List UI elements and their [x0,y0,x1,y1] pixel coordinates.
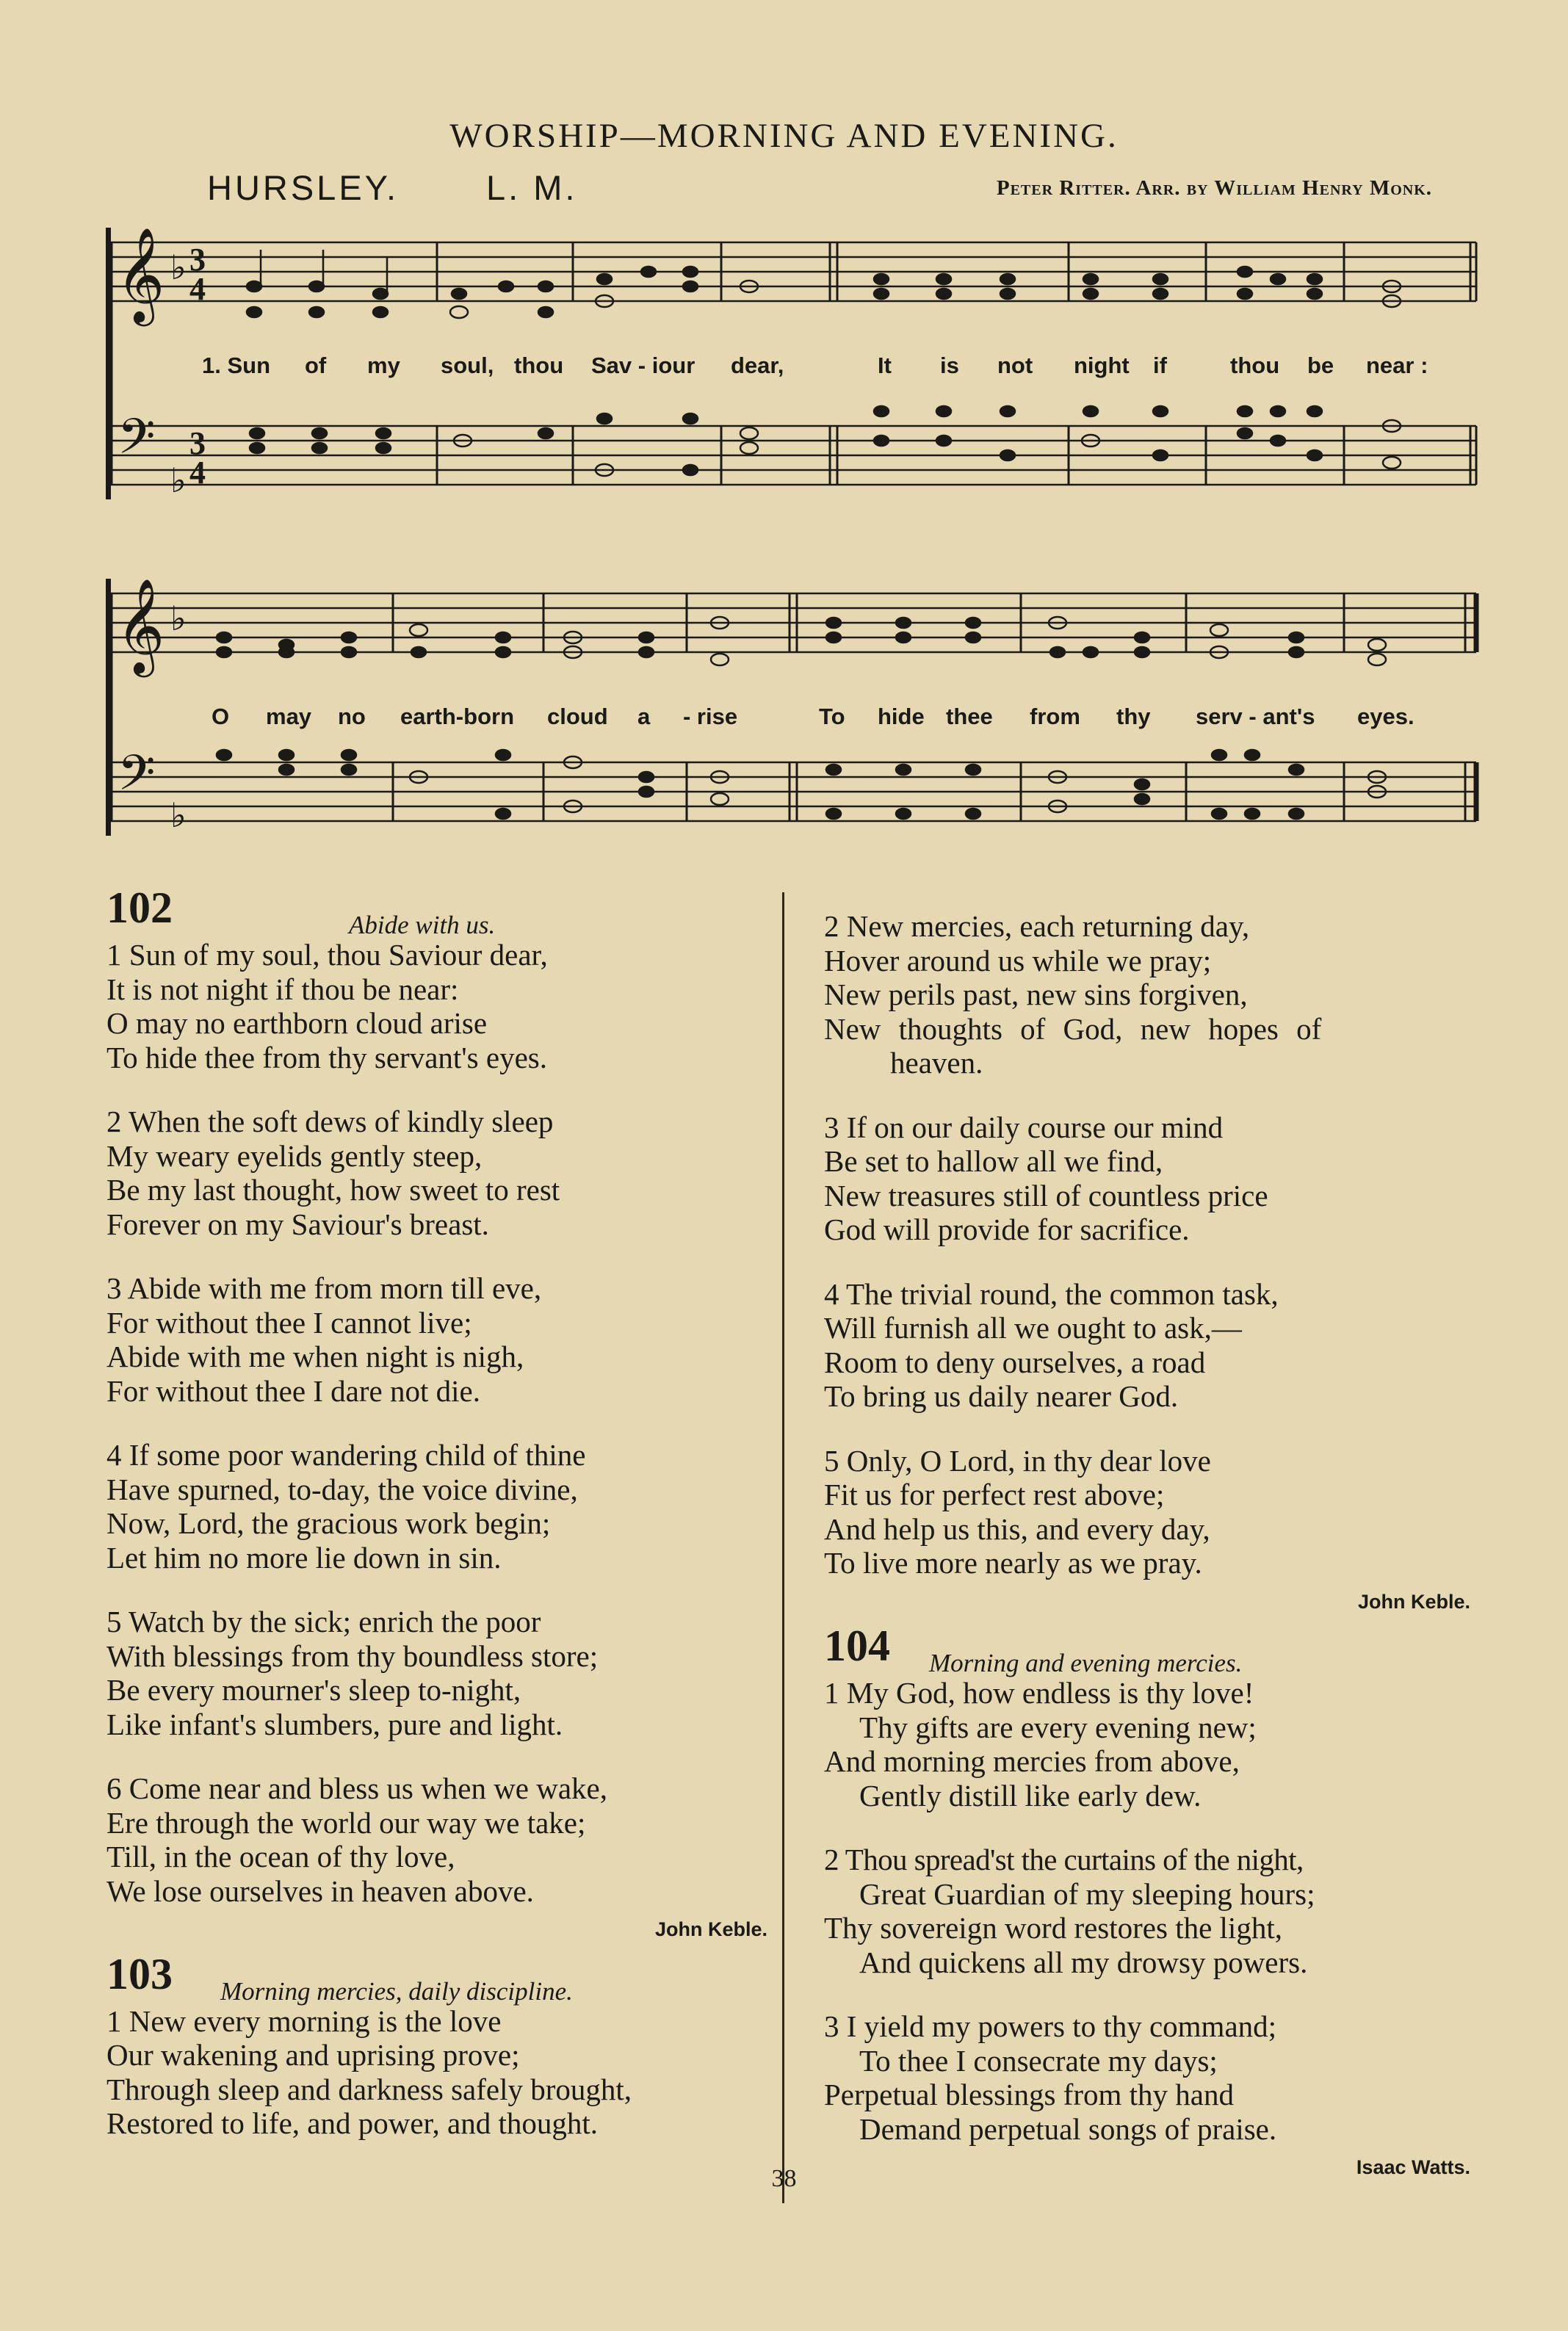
hymn-102-heading [106,883,767,939]
lyric-syllable: if [1153,353,1167,378]
hymn-number: 104 [824,1622,890,1670]
note-heads [247,250,1401,476]
lyric-syllable: Sav - iour [591,353,696,378]
verse-line: Like infant's slumbers, pure and light. [106,1707,563,1741]
music-system-1 [103,213,1484,521]
lyric-syllable: be [1307,353,1334,378]
stanza [824,909,1470,1080]
lyric-syllable: eyes. [1357,704,1415,729]
flat-sign-icon: ♭ [170,460,187,500]
left-column [106,883,767,2171]
verse-line: 4 If some poor wandering child of thine [106,1438,586,1472]
flat-sign-icon: ♭ [170,795,187,835]
verse-line: New thoughts of God, new hopes of [824,1011,1322,1046]
lyric-syllable: may [266,704,312,729]
hymn-author: John Keble. [654,1918,767,1940]
verse-line: Hover around us while we pray; [824,943,1212,977]
time-signature: 4 [189,455,206,491]
section-title: WORSHIP—MORNING AND EVENING. [449,117,1119,155]
verse-line: And quickens all my drowsy powers. [859,1945,1308,1979]
lyric-syllable: dear, [731,353,784,378]
verse-line: Our wakening and uprising prove; [106,2038,520,2072]
verse-line: For without thee I dare not die. [106,1373,480,1408]
verse-line: Gently distill like early dew. [859,1778,1202,1813]
time-signature: 3 [189,242,206,278]
bass-clef-icon: 𝄢 [118,408,156,477]
verse-line: My weary eyelids gently steep, [106,1138,483,1173]
hymn-103-heading [106,1949,767,2006]
lyric-syllable: - rise [683,704,738,729]
verse-line: With blessings from thy boundless store; [106,1638,599,1673]
lyric-syllable: hide [878,704,925,729]
lyric-syllable: not [997,353,1033,378]
stanza [106,1105,767,1241]
stanza [824,1676,1470,1813]
lyric-syllable: thee [946,704,993,729]
verse-line: Till, in the ocean of thy love, [106,1840,455,1873]
verse-line: 5 Only, O Lord, in thy dear love [824,1443,1211,1478]
verse-line: 1 New every morning is the love [106,2003,502,2038]
verse-line: Will furnish all we ought to ask,— [824,1311,1242,1345]
lyric-syllable: serv - ant's [1196,704,1315,729]
time-signature: 3 [189,425,206,461]
verse-line: Fit us for perfect rest above; [824,1478,1165,1511]
lyric-syllable: my [367,353,400,378]
verse-line: To thee I consecrate my days; [859,2043,1218,2078]
right-column [824,909,1470,2195]
lyric-syllable: thou [1230,353,1280,378]
lyric-syllable: a [637,704,651,729]
time-signature: 4 [189,271,206,307]
lyric-syllable: from [1030,704,1080,729]
stanza [106,1438,767,1575]
verse-line: God will provide for sacrifice. [824,1213,1190,1246]
verse-line: Let him no more lie down in sin. [106,1540,502,1575]
page-number: 38 [771,2165,797,2192]
verse-line: Demand perpetual songs of praise. [859,2111,1277,2146]
verse-line: For without thee I cannot live; [106,1305,472,1340]
lyric-syllable: of [305,353,327,378]
verse-line: Abide with me when night is nigh, [106,1340,524,1373]
verse-line: Now, Lord, the gracious work begin; [106,1506,551,1540]
stanza [824,1277,1470,1414]
verse-line: 2 Thou spread'st the curtains of the night, [824,1843,1304,1876]
verse-line: Ere through the world our way we take; [106,1805,586,1840]
verse-line: Be set to hallow all we find, [824,1144,1163,1178]
lyric-syllable: no [338,704,366,729]
hymn-104-heading [824,1622,1470,1677]
stanza [106,1271,767,1408]
lyric-syllable: O [212,704,230,729]
verse-line: Have spurned, to-day, the voice divine, [106,1472,578,1506]
hymn-author: Isaac Watts. [1356,2156,1470,2178]
stanza [106,938,767,1074]
lyric-syllable: earth-born [400,704,514,729]
stanza [824,1843,1470,1979]
verse-line: 1 Sun of my soul, thou Saviour dear, [106,938,548,972]
verse-line: 2 When the soft dews of kindly sleep [106,1105,554,1138]
treble-clef-icon: 𝄞 [116,227,165,322]
stanza [106,2004,767,2141]
lyric-syllable: is [940,353,959,378]
verse-line: New perils past, new sins forgiven, [824,977,1248,1011]
lyric-syllable: It [878,353,892,378]
hymn-subtitle: Morning mercies, daily discipline. [220,1976,573,2006]
hymn-author: John Keble. [1357,1590,1470,1613]
verse-line: 3 I yield my powers to thy command; [824,2009,1277,2043]
stanza [106,1605,767,1741]
verse-line: Great Guardian of my sleeping hours; [859,1876,1315,1911]
hymn-number: 103 [106,1949,173,1998]
verse-line: And help us this, and every day, [824,1511,1210,1546]
verse-line: We lose ourselves in heaven above. [106,1873,534,1908]
treble-clef-icon: 𝄞 [116,578,165,673]
lyric-syllable: near : [1366,353,1428,378]
stanza [824,1444,1470,1580]
tune-name: HURSLEY. [207,168,400,207]
lyric-syllable: night [1074,353,1130,378]
verse-line: It is not night if thou be near: [106,972,459,1006]
stanza [824,2009,1470,2146]
verse-line: 1 My God, how endless is thy love! [824,1676,1254,1710]
stanza [106,1771,767,1908]
verse-line: Room to deny ourselves, a road [824,1345,1206,1379]
verse-line: To hide thee from thy servant's eyes. [106,1040,547,1074]
hymn-number: 102 [106,883,173,932]
verse-line: heaven. [890,1046,983,1080]
lyric-syllable: cloud [547,704,608,729]
hymn-subtitle: Abide with us. [349,911,496,939]
flat-sign-icon: ♭ [170,247,187,287]
lyric-syllable: 1. Sun [202,353,271,378]
verse-line: Restored to life, and power, and thought. [106,2106,599,2140]
bass-clef-icon: 𝄢 [118,745,156,813]
verse-line: New treasures still of countless price [824,1178,1268,1213]
verse-line: Thy gifts are every evening new; [859,1710,1257,1744]
column-divider [782,892,784,2203]
verse-line: 2 New mercies, each returning day, [824,909,1250,943]
verse-line: Forever on my Saviour's breast. [106,1207,489,1241]
flat-sign-icon: ♭ [170,599,187,638]
verse-line: Thy sovereign word restores the light, [824,1911,1282,1945]
verse-line: To live more nearly as we pray. [824,1546,1202,1580]
verse-line: 6 Come near and bless us when we wake, [106,1771,608,1805]
lyric-syllable: thy [1116,704,1151,729]
lyric-syllable: To [819,704,845,729]
verse-line: Be my last thought, how sweet to rest [106,1173,560,1207]
lyric-syllable: thou [514,353,564,378]
verse-line: Perpetual blessings from thy hand [824,2078,1234,2111]
verse-line: Through sleep and darkness safely brought, [106,2072,632,2106]
verse-line: O may no earthborn cloud arise [106,1006,488,1040]
verse-line: 4 The trivial round, the common task, [824,1276,1279,1311]
verse-line: 5 Watch by the sick; enrich the poor [106,1605,541,1638]
verse-line: 3 If on our daily course our mind [824,1110,1224,1144]
verse-line: And morning mercies from above, [824,1744,1240,1778]
composer-credit: Peter Ritter. Arr. by William Henry Monk. [996,176,1432,200]
verse-line: Be every mourner's sleep to-night, [106,1673,521,1707]
lyric-syllable: soul, [441,353,494,378]
verse-line: To bring us daily nearer God. [824,1379,1179,1413]
verse-line: 3 Abide with me from morn till eve, [106,1271,542,1305]
music-system-2 [103,564,1484,872]
stanza [824,1110,1470,1247]
hymn-subtitle: Morning and evening mercies. [929,1649,1243,1677]
meter: L. M. [486,168,578,207]
